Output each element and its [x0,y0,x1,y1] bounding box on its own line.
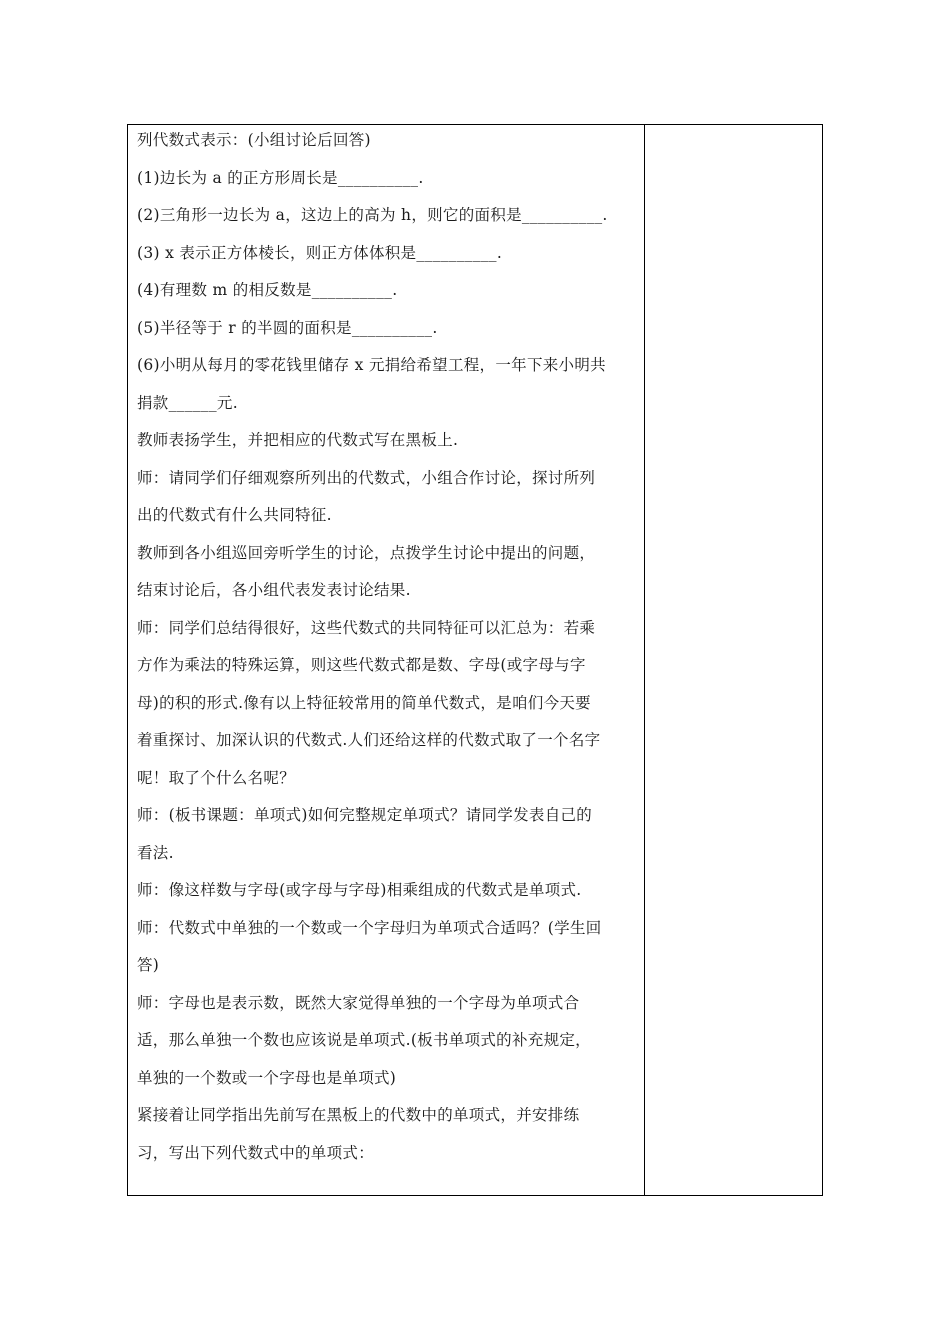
text-line: 看法. [137,843,174,862]
table-column-divider [644,124,645,1196]
text-line: (2)三角形一边长为 a，这边上的高为 h，则它的面积是__________. [137,206,608,224]
text-line: 师：(板书课题：单项式)如何完整规定单项式？请同学发表自己的 [137,806,593,824]
text-line: 师：代数式中单独的一个数或一个字母归为单项式合适吗？(学生回 [137,918,602,937]
lesson-text-cell [137,126,637,1176]
text-line: 适，那么单独一个数也应该说是单项式.(板书单项式的补充规定， [137,1031,591,1049]
text-line: 师：像这样数与字母(或字母与字母)相乘组成的代数式是单项式. [137,881,582,899]
text-line: (3) x 表示正方体棱长，则正方体体积是__________. [137,243,503,262]
text-line: 方作为乘法的特殊运算，则这些代数式都是数、字母(或字母与字 [137,656,586,674]
text-line: 着重探讨、加深认识的代数式.人们还给这样的代数式取了一个名字 [137,731,601,749]
text-line: (6)小明从每月的零花钱里储存 x 元捐给希望工程，一年下来小明共 [137,356,606,374]
text-line: 列代数式表示：(小组讨论后回答) [137,131,371,149]
text-line: 结束讨论后，各小组代表发表讨论结果. [137,581,411,599]
text-line: 单独的一个数或一个字母也是单项式) [137,1068,397,1087]
text-line: 紧接着让同学指出先前写在黑板上的代数中的单项式，并安排练 [137,1106,580,1124]
text-line: 母)的积的形式.像有以上特征较常用的简单代数式，是咱们今天要 [137,693,591,712]
text-line: 习，写出下列代数式中的单项式： [137,1143,375,1162]
text-line: (4)有理数 m 的相反数是__________. [137,281,398,299]
text-line: 师：请同学们仔细观察所列出的代数式，小组合作讨论，探讨所列 [137,468,596,487]
text-line: 呢！取了个什么名呢？ [137,768,296,787]
text-line: 教师到各小组巡回旁听学生的讨论，点拨学生讨论中提出的问题， [137,543,596,562]
text-line: 师：同学们总结得很好，这些代数式的共同特征可以汇总为：若乘 [137,618,596,637]
text-line: 答) [137,956,160,974]
text-line: 出的代数式有什么共同特征. [137,506,332,524]
text-line: 师：字母也是表示数，既然大家觉得单独的一个字母为单项式合 [137,993,580,1012]
text-line: 捐款______元. [137,393,238,412]
text-line: (1)边长为 a 的正方形周长是__________. [137,168,424,187]
text-line: (5)半径等于 r 的半圆的面积是__________. [137,318,438,337]
text-line: 教师表扬学生，并把相应的代数式写在黑板上. [137,431,459,449]
